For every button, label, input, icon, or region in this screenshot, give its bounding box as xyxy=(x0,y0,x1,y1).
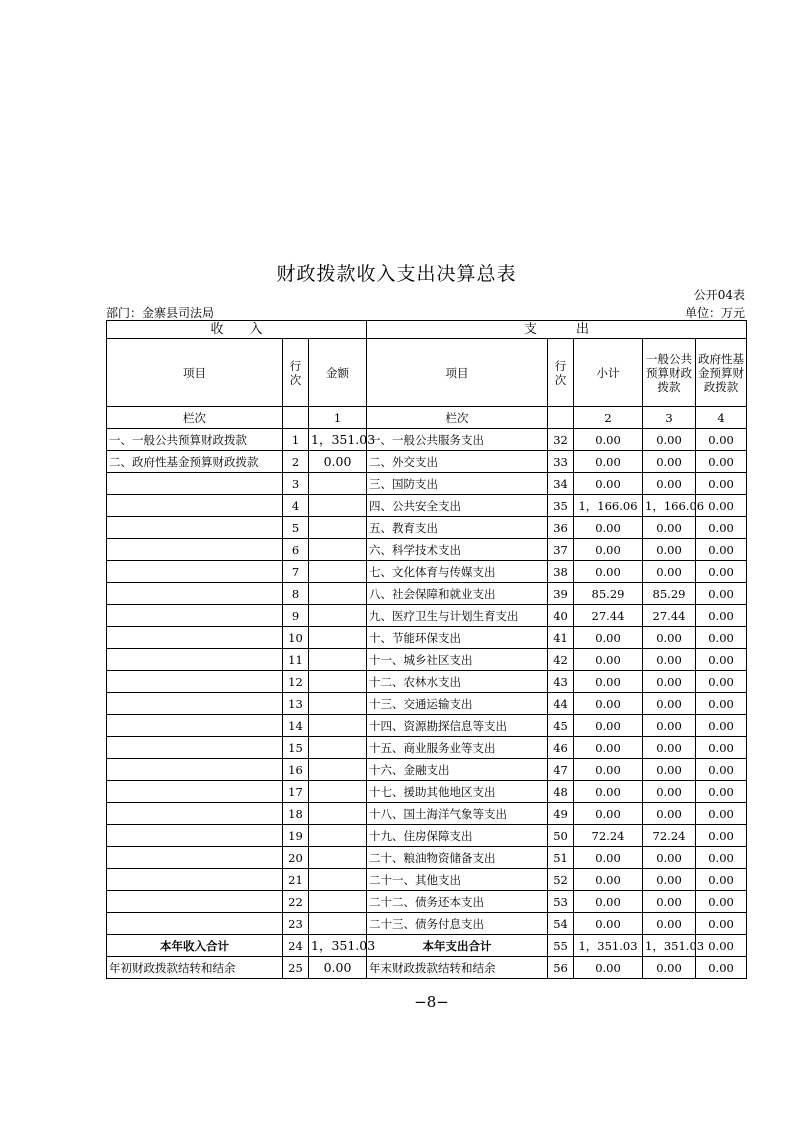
income-row-number: 2 xyxy=(283,451,309,473)
general-budget-value: 0.00 xyxy=(643,891,696,913)
subtotal-value: 0.00 xyxy=(574,869,643,891)
table-number: 公开04表 xyxy=(693,288,745,302)
expense-row-number: 33 xyxy=(548,451,574,473)
income-amount xyxy=(309,825,367,847)
income-row-number: 24 xyxy=(283,935,309,957)
income-item: 二、政府性基金预算财政拨款 xyxy=(107,451,283,473)
subtotal-value: 0.00 xyxy=(574,737,643,759)
expense-row-number: 46 xyxy=(548,737,574,759)
column-number-4: 4 xyxy=(696,407,747,429)
gov-fund-value: 0.00 xyxy=(696,451,747,473)
income-amount xyxy=(309,913,367,935)
income-item xyxy=(107,517,283,539)
expense-item: 年末财政拨款结转和结余 xyxy=(367,957,548,979)
expense-item: 四、公共安全支出 xyxy=(367,495,548,517)
subtotal-value: 0.00 xyxy=(574,517,643,539)
gov-fund-value: 0.00 xyxy=(696,825,747,847)
gov-fund-value: 0.00 xyxy=(696,671,747,693)
appropriation-summary-table xyxy=(106,320,747,979)
income-amount xyxy=(309,495,367,517)
subtotal-value: 27.44 xyxy=(574,605,643,627)
expense-item: 八、社会保障和就业支出 xyxy=(367,583,548,605)
gov-fund-value: 0.00 xyxy=(696,781,747,803)
gov-fund-header: 政府性基金预算财政拨款 xyxy=(696,339,747,407)
subtotal-value: 0.00 xyxy=(574,627,643,649)
expense-row-number: 36 xyxy=(548,517,574,539)
general-budget-value: 1，351.03 xyxy=(643,935,696,957)
subtotal-value: 0.00 xyxy=(574,715,643,737)
expense-row-number: 40 xyxy=(548,605,574,627)
gov-fund-value: 0.00 xyxy=(696,693,747,715)
general-budget-value: 85.29 xyxy=(643,583,696,605)
expense-item: 十二、农林水支出 xyxy=(367,671,548,693)
expense-item: 十七、援助其他地区支出 xyxy=(367,781,548,803)
subtotal-value: 1，166.06 xyxy=(574,495,643,517)
income-item xyxy=(107,583,283,605)
expense-item: 二十一、其他支出 xyxy=(367,869,548,891)
income-row-number: 7 xyxy=(283,561,309,583)
general-budget-value: 0.00 xyxy=(643,671,696,693)
gov-fund-value: 0.00 xyxy=(696,649,747,671)
income-amount xyxy=(309,715,367,737)
income-row-number: 1 xyxy=(283,429,309,451)
income-amount xyxy=(309,517,367,539)
table-row xyxy=(107,913,747,935)
income-item xyxy=(107,693,283,715)
general-budget-value: 0.00 xyxy=(643,869,696,891)
expense-row-header: 行次 xyxy=(548,339,574,407)
page-number: −8− xyxy=(414,993,449,1011)
expense-item: 一、一般公共服务支出 xyxy=(367,429,548,451)
income-amount xyxy=(309,561,367,583)
gov-fund-value: 0.00 xyxy=(696,957,747,979)
expense-item: 二十二、债务还本支出 xyxy=(367,891,548,913)
gov-fund-value: 0.00 xyxy=(696,429,747,451)
general-budget-value: 0.00 xyxy=(643,957,696,979)
table-row xyxy=(107,737,747,759)
expense-row-number: 49 xyxy=(548,803,574,825)
income-item xyxy=(107,495,283,517)
table-row xyxy=(107,803,747,825)
table-row xyxy=(107,759,747,781)
income-row-number: 15 xyxy=(283,737,309,759)
carryover-row xyxy=(107,957,747,979)
expense-row-number: 52 xyxy=(548,869,574,891)
expense-row-number: 50 xyxy=(548,825,574,847)
income-item xyxy=(107,759,283,781)
income-row-number: 5 xyxy=(283,517,309,539)
income-amount xyxy=(309,539,367,561)
expense-item: 七、文化体育与传媒支出 xyxy=(367,561,548,583)
income-amount xyxy=(309,869,367,891)
income-section-header: 收 入 xyxy=(107,321,367,339)
table-row xyxy=(107,715,747,737)
income-row-number: 11 xyxy=(283,649,309,671)
subtotal-value: 0.00 xyxy=(574,803,643,825)
expense-row-number: 32 xyxy=(548,429,574,451)
expense-item: 六、科学技术支出 xyxy=(367,539,548,561)
general-budget-value: 0.00 xyxy=(643,759,696,781)
general-budget-value: 0.00 xyxy=(643,781,696,803)
income-item xyxy=(107,605,283,627)
income-item xyxy=(107,891,283,913)
general-budget-value: 0.00 xyxy=(643,451,696,473)
expense-item: 十三、交通运输支出 xyxy=(367,693,548,715)
subtotal-value: 0.00 xyxy=(574,539,643,561)
expense-item: 九、医疗卫生与计划生育支出 xyxy=(367,605,548,627)
expense-row-number: 34 xyxy=(548,473,574,495)
income-item: 一、一般公共预算财政拨款 xyxy=(107,429,283,451)
income-item xyxy=(107,847,283,869)
income-item xyxy=(107,649,283,671)
gov-fund-value: 0.00 xyxy=(696,605,747,627)
department-label: 部门：金寨县司法局 xyxy=(106,306,215,320)
income-row-header: 行次 xyxy=(283,339,309,407)
expense-row-number: 44 xyxy=(548,693,574,715)
income-item-header: 项目 xyxy=(107,339,283,407)
income-amount: 1，351.03 xyxy=(309,935,367,957)
income-amount xyxy=(309,737,367,759)
general-budget-value: 0.00 xyxy=(643,649,696,671)
expense-row-number: 37 xyxy=(548,539,574,561)
expense-item: 十一、城乡社区支出 xyxy=(367,649,548,671)
income-amount xyxy=(309,803,367,825)
gov-fund-value: 0.00 xyxy=(696,935,747,957)
table-row xyxy=(107,495,747,517)
income-amount: 0.00 xyxy=(309,451,367,473)
income-item xyxy=(107,737,283,759)
expense-row-number: 55 xyxy=(548,935,574,957)
table-row xyxy=(107,583,747,605)
gov-fund-value: 0.00 xyxy=(696,583,747,605)
income-row-number: 21 xyxy=(283,869,309,891)
column-number-2: 2 xyxy=(574,407,643,429)
income-item xyxy=(107,803,283,825)
income-row-number: 13 xyxy=(283,693,309,715)
expense-item: 二十、粮油物资储备支出 xyxy=(367,847,548,869)
income-item xyxy=(107,671,283,693)
income-item xyxy=(107,561,283,583)
income-amount xyxy=(309,473,367,495)
expense-row-number: 48 xyxy=(548,781,574,803)
expense-item: 十四、资源勘探信息等支出 xyxy=(367,715,548,737)
table-row xyxy=(107,539,747,561)
total-row xyxy=(107,935,747,957)
table-row xyxy=(107,429,747,451)
expense-item: 十九、住房保障支出 xyxy=(367,825,548,847)
table-row xyxy=(107,825,747,847)
income-row-number: 6 xyxy=(283,539,309,561)
expense-row-number: 53 xyxy=(548,891,574,913)
general-budget-value: 0.00 xyxy=(643,913,696,935)
income-row-number: 23 xyxy=(283,913,309,935)
subtotal-value: 0.00 xyxy=(574,451,643,473)
table-row xyxy=(107,451,747,473)
gov-fund-value: 0.00 xyxy=(696,891,747,913)
subtotal-value: 0.00 xyxy=(574,671,643,693)
gov-fund-value: 0.00 xyxy=(696,737,747,759)
gov-fund-value: 0.00 xyxy=(696,803,747,825)
gov-fund-value: 0.00 xyxy=(696,715,747,737)
table-row xyxy=(107,693,747,715)
table-row xyxy=(107,781,747,803)
income-amount: 0.00 xyxy=(309,957,367,979)
income-item xyxy=(107,715,283,737)
table-row xyxy=(107,847,747,869)
income-amount xyxy=(309,671,367,693)
income-amount xyxy=(309,649,367,671)
expense-row-number: 43 xyxy=(548,671,574,693)
income-row-number: 10 xyxy=(283,627,309,649)
subtotal-value: 0.00 xyxy=(574,781,643,803)
expense-row-number: 47 xyxy=(548,759,574,781)
general-budget-value: 27.44 xyxy=(643,605,696,627)
unit-label: 单位：万元 xyxy=(684,306,745,320)
income-amount xyxy=(309,605,367,627)
gov-fund-value: 0.00 xyxy=(696,759,747,781)
income-amount xyxy=(309,891,367,913)
general-budget-value: 0.00 xyxy=(643,627,696,649)
income-item xyxy=(107,825,283,847)
income-amount xyxy=(309,627,367,649)
expense-row-number: 38 xyxy=(548,561,574,583)
table-row xyxy=(107,473,747,495)
expense-row-number: 39 xyxy=(548,583,574,605)
income-row-number: 14 xyxy=(283,715,309,737)
income-row-number: 22 xyxy=(283,891,309,913)
expense-section-header: 支 出 xyxy=(367,321,747,339)
subtotal-value: 0.00 xyxy=(574,429,643,451)
income-item: 年初财政拨款结转和结余 xyxy=(107,957,283,979)
expense-row-number: 45 xyxy=(548,715,574,737)
income-item xyxy=(107,869,283,891)
income-amount xyxy=(309,847,367,869)
income-row-number: 20 xyxy=(283,847,309,869)
income-item xyxy=(107,627,283,649)
expense-item: 五、教育支出 xyxy=(367,517,548,539)
subtotal-value: 0.00 xyxy=(574,847,643,869)
income-amount xyxy=(309,583,367,605)
subtotal-value: 0.00 xyxy=(574,957,643,979)
income-amount-header: 金额 xyxy=(309,339,367,407)
gov-fund-value: 0.00 xyxy=(696,913,747,935)
gov-fund-value: 0.00 xyxy=(696,495,747,517)
income-row-number: 9 xyxy=(283,605,309,627)
table-row xyxy=(107,649,747,671)
column-number-3: 3 xyxy=(643,407,696,429)
gov-fund-value: 0.00 xyxy=(696,517,747,539)
table-row xyxy=(107,627,747,649)
gov-fund-value: 0.00 xyxy=(696,869,747,891)
expense-item: 十、节能环保支出 xyxy=(367,627,548,649)
subtotal-header: 小计 xyxy=(574,339,643,407)
expense-item: 本年支出合计 xyxy=(367,935,548,957)
subtotal-value: 0.00 xyxy=(574,759,643,781)
income-amount xyxy=(309,759,367,781)
general-budget-value: 0.00 xyxy=(643,429,696,451)
expense-row-number: 35 xyxy=(548,495,574,517)
expense-item-header: 项目 xyxy=(367,339,548,407)
income-row-number: 8 xyxy=(283,583,309,605)
expense-row-number: 54 xyxy=(548,913,574,935)
gov-fund-value: 0.00 xyxy=(696,539,747,561)
general-budget-value: 0.00 xyxy=(643,539,696,561)
expense-item: 十六、金融支出 xyxy=(367,759,548,781)
general-budget-value: 72.24 xyxy=(643,825,696,847)
column-number-empty xyxy=(548,407,574,429)
income-row-number: 17 xyxy=(283,781,309,803)
expense-item: 十五、商业服务业等支出 xyxy=(367,737,548,759)
subtotal-value: 72.24 xyxy=(574,825,643,847)
column-number-label-right: 栏次 xyxy=(367,407,548,429)
income-row-number: 4 xyxy=(283,495,309,517)
subtotal-value: 0.00 xyxy=(574,649,643,671)
general-budget-value: 0.00 xyxy=(643,715,696,737)
income-item xyxy=(107,473,283,495)
gov-fund-value: 0.00 xyxy=(696,473,747,495)
income-row-number: 12 xyxy=(283,671,309,693)
general-budget-header: 一般公共预算财政拨款 xyxy=(643,339,696,407)
subtotal-value: 1，351.03 xyxy=(574,935,643,957)
table-row xyxy=(107,517,747,539)
page-title: 财政拨款收入支出决算总表 xyxy=(276,263,517,285)
general-budget-value: 0.00 xyxy=(643,737,696,759)
income-row-number: 16 xyxy=(283,759,309,781)
income-amount xyxy=(309,781,367,803)
gov-fund-value: 0.00 xyxy=(696,561,747,583)
expense-item: 三、国防支出 xyxy=(367,473,548,495)
general-budget-value: 0.00 xyxy=(643,561,696,583)
table-row xyxy=(107,671,747,693)
column-number-empty xyxy=(283,407,309,429)
subtotal-value: 0.00 xyxy=(574,913,643,935)
gov-fund-value: 0.00 xyxy=(696,627,747,649)
income-row-number: 25 xyxy=(283,957,309,979)
expense-item: 十八、国土海洋气象等支出 xyxy=(367,803,548,825)
income-item xyxy=(107,539,283,561)
expense-item: 二十三、债务付息支出 xyxy=(367,913,548,935)
general-budget-value: 0.00 xyxy=(643,803,696,825)
general-budget-value: 1，166.06 xyxy=(643,495,696,517)
general-budget-value: 0.00 xyxy=(643,517,696,539)
income-row-number: 18 xyxy=(283,803,309,825)
income-item xyxy=(107,913,283,935)
income-row-number: 3 xyxy=(283,473,309,495)
general-budget-value: 0.00 xyxy=(643,847,696,869)
subtotal-value: 85.29 xyxy=(574,583,643,605)
expense-item: 二、外交支出 xyxy=(367,451,548,473)
expense-row-number: 42 xyxy=(548,649,574,671)
income-item: 本年收入合计 xyxy=(107,935,283,957)
expense-row-number: 56 xyxy=(548,957,574,979)
general-budget-value: 0.00 xyxy=(643,473,696,495)
expense-row-number: 51 xyxy=(548,847,574,869)
subtotal-value: 0.00 xyxy=(574,693,643,715)
table-row xyxy=(107,869,747,891)
column-number-label-left: 栏次 xyxy=(107,407,283,429)
subtotal-value: 0.00 xyxy=(574,473,643,495)
table-row xyxy=(107,561,747,583)
table-row xyxy=(107,891,747,913)
subtotal-value: 0.00 xyxy=(574,891,643,913)
column-number-1: 1 xyxy=(309,407,367,429)
subtotal-value: 0.00 xyxy=(574,561,643,583)
income-row-number: 19 xyxy=(283,825,309,847)
income-item xyxy=(107,781,283,803)
table-row xyxy=(107,605,747,627)
general-budget-value: 0.00 xyxy=(643,693,696,715)
income-amount: 1，351.03 xyxy=(309,429,367,451)
income-amount xyxy=(309,693,367,715)
expense-row-number: 41 xyxy=(548,627,574,649)
gov-fund-value: 0.00 xyxy=(696,847,747,869)
